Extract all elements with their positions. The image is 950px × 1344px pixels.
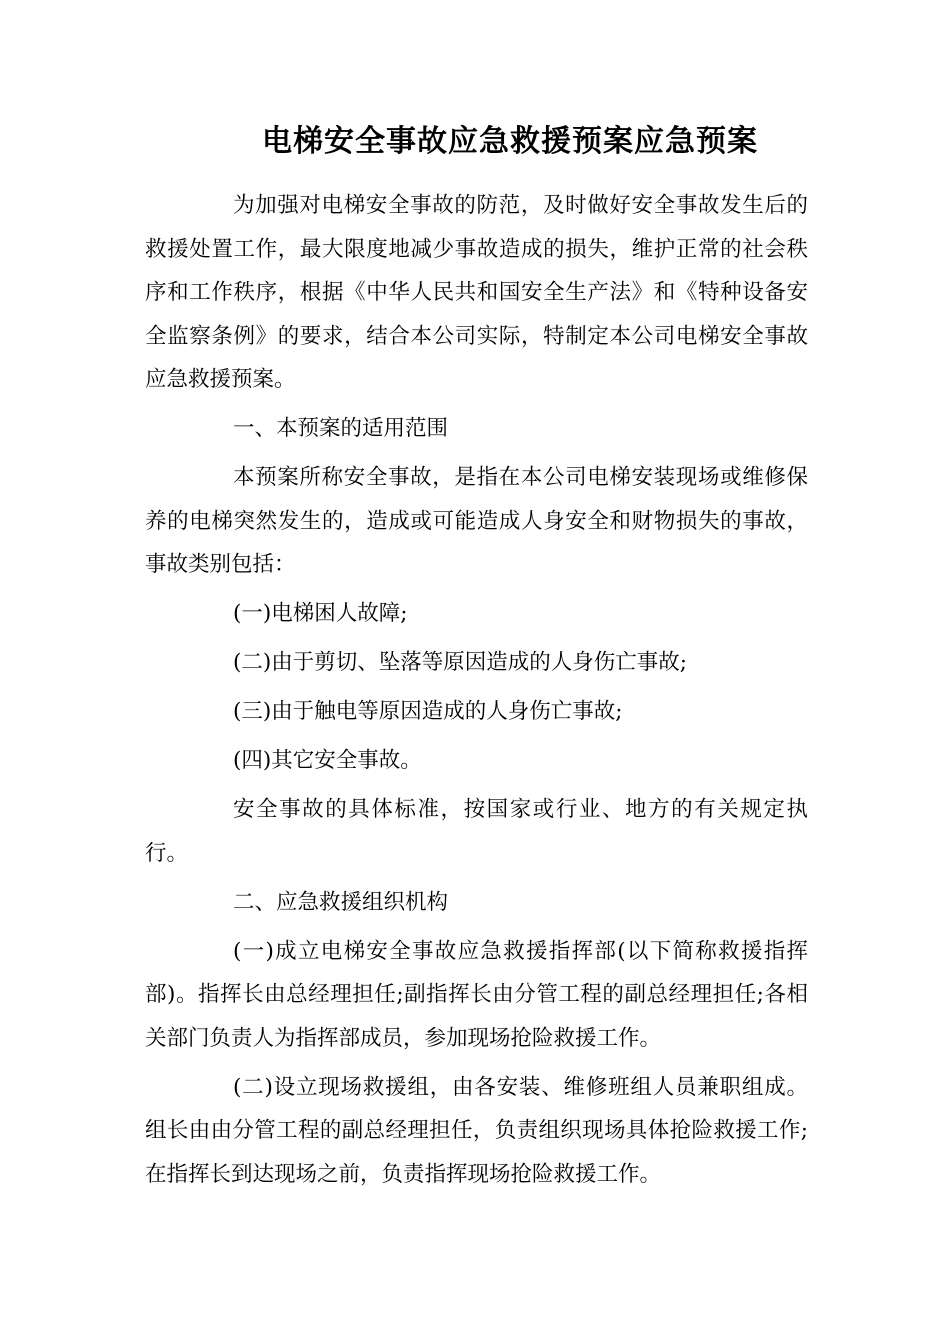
list-item-accident-type-1: (一)电梯困人故障; [233,601,408,626]
section-heading-organization: 二、应急救援组织机构 [233,889,449,915]
section-heading-scope: 一、本预案的适用范围 [233,416,449,441]
list-item-accident-type-4: (四)其它安全事故。 [233,748,422,773]
list-item-accident-type-2: (二)由于剪切、坠落等原因造成的人身伤亡事故; [233,650,688,675]
list-item-accident-type-3: (三)由于触电等原因造成的人身伤亡事故; [233,699,623,724]
paragraph-intro: 为加强对电梯安全事故的防范，及时做好安全事故发生后的救援处置工作，最大限度地减少事故造成的损失，维护正常的社会秩序和工作秩序，根据《中华人民共和国安全生产法》和《特种设备安全监察条例》的要求，结合本公司实际，特制定本公司电梯安全事故应急救援预案。 [145,193,808,392]
paragraph-scope: 本预案所称安全事故，是指在本公司电梯安装现场或维修保养的电梯突然发生的，造成或可能造成人身安全和财物损失的事故，事故类别包括： [145,465,808,577]
document-body [145,184,808,1202]
paragraph-rescue-team: (二)设立现场救援组，由各安装、维修班组人员兼职组成。组长由由分管工程的副总经理担任，负责组织现场具体抢险救援工作;在指挥长到达现场之前，负责指挥现场抢险救援工作。 [145,1074,808,1187]
paragraph-standards: 安全事故的具体标准，按国家或行业、地方的有关规定执行。 [145,797,808,866]
paragraph-command-center: (一)成立电梯安全事故应急救援指挥部(以下简称救援指挥部)。指挥长由总经理担任;副指挥长由分管工程的副总经理担任;各相关部门负责人为指挥部成员，参加现场抢险救援工作。 [145,938,808,1051]
document-title: 电梯安全事故应急救援预案应急预案 [262,124,758,159]
